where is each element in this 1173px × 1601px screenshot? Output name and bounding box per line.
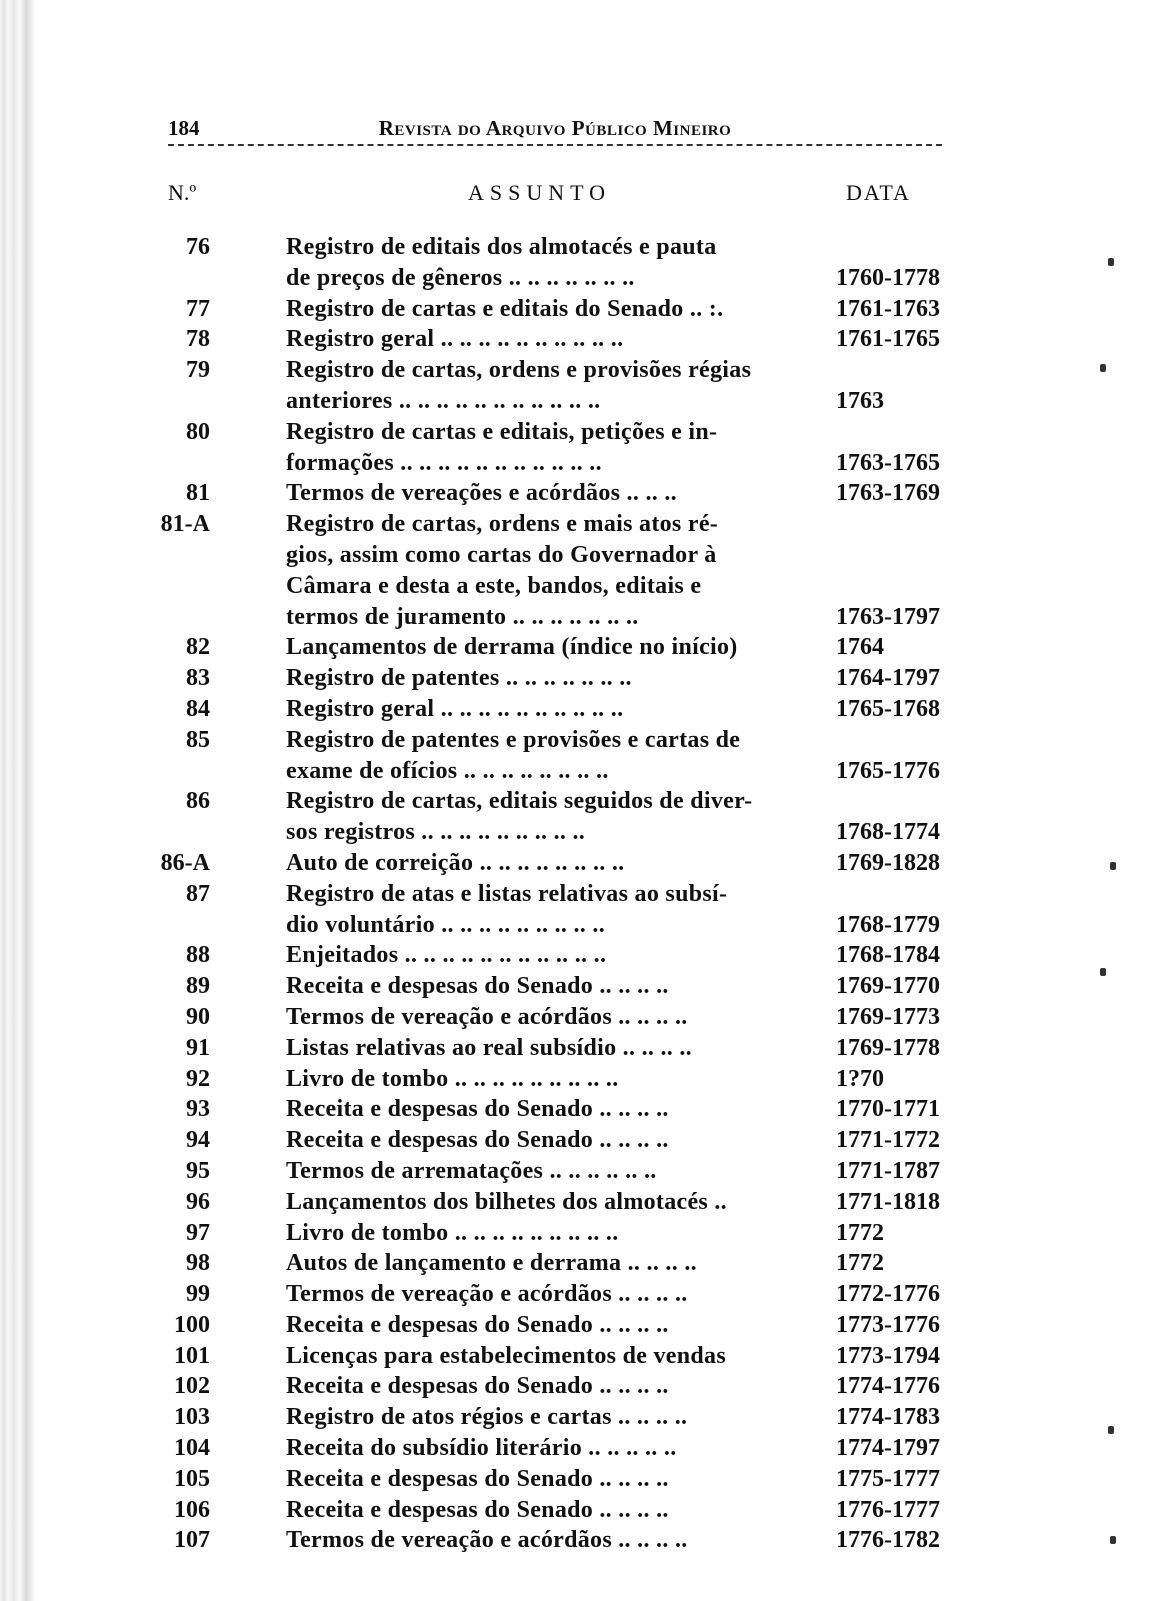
entry-line [168, 602, 942, 633]
entry-subject: Livro de tombo .. .. .. .. .. .. .. .. .. [286, 1065, 619, 1092]
entry-number: 95 [186, 1157, 210, 1184]
scan-speck [1108, 258, 1114, 266]
entry-number: 101 [174, 1342, 210, 1369]
entry-date: 1769-1770 [836, 973, 940, 1000]
entry-line [168, 1402, 942, 1433]
scan-speck [1110, 862, 1116, 870]
entry-line [168, 571, 942, 602]
entry-subject: termos de juramento .. .. .. .. .. .. .. [286, 603, 639, 630]
entry-number: 106 [174, 1496, 210, 1523]
entry-date: 1763-1797 [836, 603, 940, 630]
entry-date: 1774-1797 [836, 1435, 940, 1462]
list-item [168, 1279, 942, 1310]
entry-subject: Registro de atas e listas relativas ao subsí- [286, 880, 728, 907]
entry-line [168, 417, 942, 448]
entry-subject: Registro de cartas e editais do Senado .. :. [286, 295, 724, 322]
entry-number: 86-A [160, 849, 210, 876]
entry-subject: Receita e despesas do Senado .. .. .. .. [286, 1127, 669, 1154]
list-item [168, 1371, 942, 1402]
entry-subject: sos registros .. .. .. .. .. .. .. .. .. [286, 819, 586, 846]
scan-speck [1100, 364, 1106, 372]
entry-subject: Receita e despesas do Senado .. .. .. .. [286, 1496, 669, 1523]
entry-line [168, 232, 942, 263]
entry-date: 1768-1784 [836, 942, 940, 969]
list-item [168, 694, 942, 725]
entry-number: 92 [186, 1065, 210, 1092]
entry-line [168, 1156, 942, 1187]
entry-number: 83 [186, 665, 210, 692]
entry-subject: Registro de patentes e provisões e cartas de [286, 726, 741, 753]
entry-number: 80 [186, 418, 210, 445]
list-item [168, 1248, 942, 1279]
entry-subject: dio voluntário .. .. .. .. .. .. .. .. .. [286, 911, 605, 938]
entry-number: 85 [186, 726, 210, 753]
entry-number: 93 [186, 1096, 210, 1123]
journal-title: Revista do Arquivo Público Mineiro [378, 116, 732, 140]
entry-subject: Receita do subsídio literário .. .. .. .. .. [286, 1435, 677, 1462]
entry-subject: Listas relativas ao real subsídio .. .. .. .. [286, 1034, 692, 1061]
entry-subject: Registro de cartas e editais, petições e in- [286, 418, 718, 445]
entry-number: 99 [186, 1281, 210, 1308]
entry-subject: Receita e despesas do Senado .. .. .. .. [286, 1373, 669, 1400]
list-item [168, 1187, 942, 1218]
entry-line [168, 694, 942, 725]
entry-number: 100 [174, 1311, 210, 1338]
list-item [168, 971, 942, 1002]
entry-subject: anteriores .. .. .. .. .. .. .. .. .. .. .. [286, 387, 601, 414]
list-item [168, 1495, 942, 1526]
list-item [168, 478, 942, 509]
entry-subject: Registro de patentes .. .. .. .. .. .. .. [286, 665, 632, 692]
entry-line [168, 1248, 942, 1279]
entry-line [160, 848, 942, 879]
entry-subject: Auto de correição .. .. .. .. .. .. .. .. [286, 849, 625, 876]
entry-subject: Receita e despesas do Senado .. .. .. .. [286, 1465, 669, 1492]
entry-line [168, 1064, 942, 1095]
entry-number: 91 [186, 1034, 210, 1061]
entry-subject: Livro de tombo .. .. .. .. .. .. .. .. .. [286, 1219, 619, 1246]
entry-subject: Registro de cartas, editais seguidos de diver- [286, 788, 753, 815]
entry-number: 77 [186, 295, 210, 322]
entry-subject: gios, assim como cartas do Governador à [286, 541, 717, 568]
list-item [160, 848, 942, 879]
entry-date: 1771-1772 [836, 1127, 940, 1154]
entry-number: 87 [186, 880, 210, 907]
entry-date: 1761-1765 [836, 326, 940, 353]
entry-date: 1774-1776 [836, 1373, 940, 1400]
scan-speck [1100, 968, 1106, 976]
entry-date: 1773-1794 [836, 1342, 940, 1369]
entry-line [168, 1125, 942, 1156]
list-item [168, 1094, 942, 1125]
list-item [168, 294, 942, 325]
page-number: 184 [168, 116, 200, 140]
entry-number: 79 [186, 357, 210, 384]
entry-line [168, 294, 942, 325]
entry-date: 1760-1778 [836, 264, 940, 291]
entry-line [168, 663, 942, 694]
entry-number: 94 [186, 1127, 210, 1154]
entry-line [168, 324, 942, 355]
entry-line [168, 756, 942, 787]
entry-number: 103 [174, 1404, 210, 1431]
list-item [168, 324, 942, 355]
list-item [168, 879, 942, 941]
list-item [168, 725, 942, 787]
entry-line [168, 1371, 942, 1402]
entry-date: 1769-1773 [836, 1003, 940, 1030]
list-item [168, 1002, 942, 1033]
column-headers [168, 180, 942, 210]
entry-date: 1768-1774 [836, 819, 940, 846]
list-item [168, 786, 942, 848]
entry-date: 1763-1765 [836, 449, 940, 476]
entry-list [160, 232, 942, 1556]
entry-date: 1769-1828 [836, 849, 940, 876]
entry-line [168, 910, 942, 941]
entry-number: 81-A [160, 511, 210, 538]
entry-number: 86 [186, 788, 210, 815]
entry-subject: Registro de cartas, ordens e mais atos ré- [286, 511, 719, 538]
entry-line [168, 1002, 942, 1033]
scan-speck [1110, 1536, 1116, 1544]
list-item [168, 1525, 942, 1556]
entry-date: 1764-1797 [836, 665, 940, 692]
entry-number: 84 [186, 695, 210, 722]
entry-line [168, 263, 942, 294]
entry-line [168, 1187, 942, 1218]
entry-subject: Lançamentos dos bilhetes dos almotacés .. [286, 1188, 727, 1215]
entry-date: 1771-1818 [836, 1188, 940, 1215]
running-head [168, 116, 942, 146]
entry-line [168, 632, 942, 663]
entry-number: 76 [186, 234, 210, 260]
entry-number: 104 [174, 1435, 210, 1462]
entry-date: 1776-1782 [836, 1527, 940, 1554]
entry-line [168, 448, 942, 479]
entry-line [168, 1279, 942, 1310]
entry-line [168, 1433, 942, 1464]
entry-date: 1764 [836, 634, 884, 661]
entry-line [168, 1094, 942, 1125]
list-item [160, 509, 942, 632]
entry-number: 107 [174, 1527, 210, 1554]
list-item [168, 1310, 942, 1341]
entry-line [168, 1033, 942, 1064]
entry-date: 1763 [836, 387, 884, 414]
entry-date: 1?70 [836, 1065, 884, 1092]
entry-date: 1774-1783 [836, 1404, 940, 1431]
entry-subject: Termos de arrematações .. .. .. .. .. .. [286, 1157, 657, 1184]
list-item [168, 1433, 942, 1464]
entry-date: 1772 [836, 1250, 884, 1277]
entry-line [168, 478, 942, 509]
entry-subject: Receita e despesas do Senado .. .. .. .. [286, 1311, 669, 1338]
entry-number: 82 [186, 634, 210, 661]
entry-number: 105 [174, 1465, 210, 1492]
entry-subject: Registro de editais dos almotacés e pauta [286, 234, 717, 260]
column-header-date: DATA [846, 180, 911, 205]
entry-subject: Lançamentos de derrama (índice no início) [286, 634, 738, 661]
entry-line [168, 386, 942, 417]
entry-date: 1769-1778 [836, 1034, 940, 1061]
entry-subject: formações .. .. .. .. .. .. .. .. .. .. .. [286, 449, 602, 476]
entry-number: 96 [186, 1188, 210, 1215]
entry-number: 81 [186, 480, 210, 507]
entry-line [168, 725, 942, 756]
entry-line [168, 540, 942, 571]
entry-number: 90 [186, 1003, 210, 1030]
list-item [168, 355, 942, 417]
list-item [168, 1218, 942, 1249]
entry-subject: Termos de vereação e acórdãos .. .. .. .. [286, 1003, 688, 1030]
entry-line [168, 817, 942, 848]
entry-subject: Receita e despesas do Senado .. .. .. .. [286, 1096, 669, 1123]
entry-subject: Licenças para estabelecimentos de vendas [286, 1342, 726, 1369]
scan-page-edge [0, 0, 34, 1601]
entry-subject: de preços de gêneros .. .. .. .. .. .. .. [286, 264, 635, 291]
list-item [168, 1125, 942, 1156]
list-item [168, 1464, 942, 1495]
entry-line [168, 1310, 942, 1341]
entry-date: 1765-1776 [836, 757, 940, 784]
entry-line [168, 879, 942, 910]
entry-number: 98 [186, 1250, 210, 1277]
entry-number: 78 [186, 326, 210, 353]
entry-subject: Receita e despesas do Senado .. .. .. .. [286, 973, 669, 1000]
entry-number: 97 [186, 1219, 210, 1246]
entry-subject: Registro de atos régios e cartas .. .. .. .. [286, 1404, 688, 1431]
entry-number: 89 [186, 973, 210, 1000]
entry-subject: Enjeitados .. .. .. .. .. .. .. .. .. .. .. [286, 942, 607, 969]
scan-speck [1108, 1426, 1114, 1434]
list-item [168, 663, 942, 694]
entry-date: 1772 [836, 1219, 884, 1246]
entry-date: 1772-1776 [836, 1281, 940, 1308]
entry-date: 1763-1769 [836, 480, 940, 507]
entry-date: 1765-1768 [836, 695, 940, 722]
entry-line [168, 1495, 942, 1526]
entry-subject: Autos de lançamento e derrama .. .. .. .. [286, 1250, 697, 1277]
list-item [168, 417, 942, 479]
list-item [168, 1033, 942, 1064]
entry-line [160, 509, 942, 540]
entry-date: 1768-1779 [836, 911, 940, 938]
entry-date: 1773-1776 [836, 1311, 940, 1338]
entry-number: 88 [186, 942, 210, 969]
entry-subject: exame de ofícios .. .. .. .. .. .. .. .. [286, 757, 609, 784]
entry-date: 1771-1787 [836, 1157, 940, 1184]
entry-date: 1770-1771 [836, 1096, 940, 1123]
entry-line [168, 1218, 942, 1249]
entry-number: 102 [174, 1373, 210, 1400]
entry-line [168, 971, 942, 1002]
entry-subject: Termos de vereação e acórdãos .. .. .. .. [286, 1527, 688, 1554]
list-item [168, 940, 942, 971]
entry-line [168, 1525, 942, 1556]
list-item [168, 1156, 942, 1187]
entry-line [168, 355, 942, 386]
entry-subject: Câmara e desta a este, bandos, editais e [286, 572, 702, 599]
list-item [168, 1341, 942, 1372]
entry-line [168, 1464, 942, 1495]
entry-subject: Registro geral .. .. .. .. .. .. .. .. .. .. [286, 695, 624, 722]
entry-date: 1775-1777 [836, 1465, 940, 1492]
list-item [168, 1064, 942, 1095]
column-header-subject: ASSUNTO [468, 180, 612, 205]
entry-line [168, 786, 942, 817]
column-header-number: N.º [168, 180, 197, 205]
entry-line [168, 1341, 942, 1372]
entry-subject: Registro geral .. .. .. .. .. .. .. .. .. .. [286, 326, 624, 353]
list-item [168, 232, 942, 294]
list-item [168, 1402, 942, 1433]
entry-subject: Termos de vereação e acórdãos .. .. .. .. [286, 1281, 688, 1308]
entry-date: 1776-1777 [836, 1496, 940, 1523]
entry-line [168, 940, 942, 971]
list-item [168, 632, 942, 663]
entry-subject: Registro de cartas, ordens e provisões régias [286, 357, 752, 384]
entry-subject: Termos de vereações e acórdãos .. .. .. [286, 480, 677, 507]
entry-date: 1761-1763 [836, 295, 940, 322]
